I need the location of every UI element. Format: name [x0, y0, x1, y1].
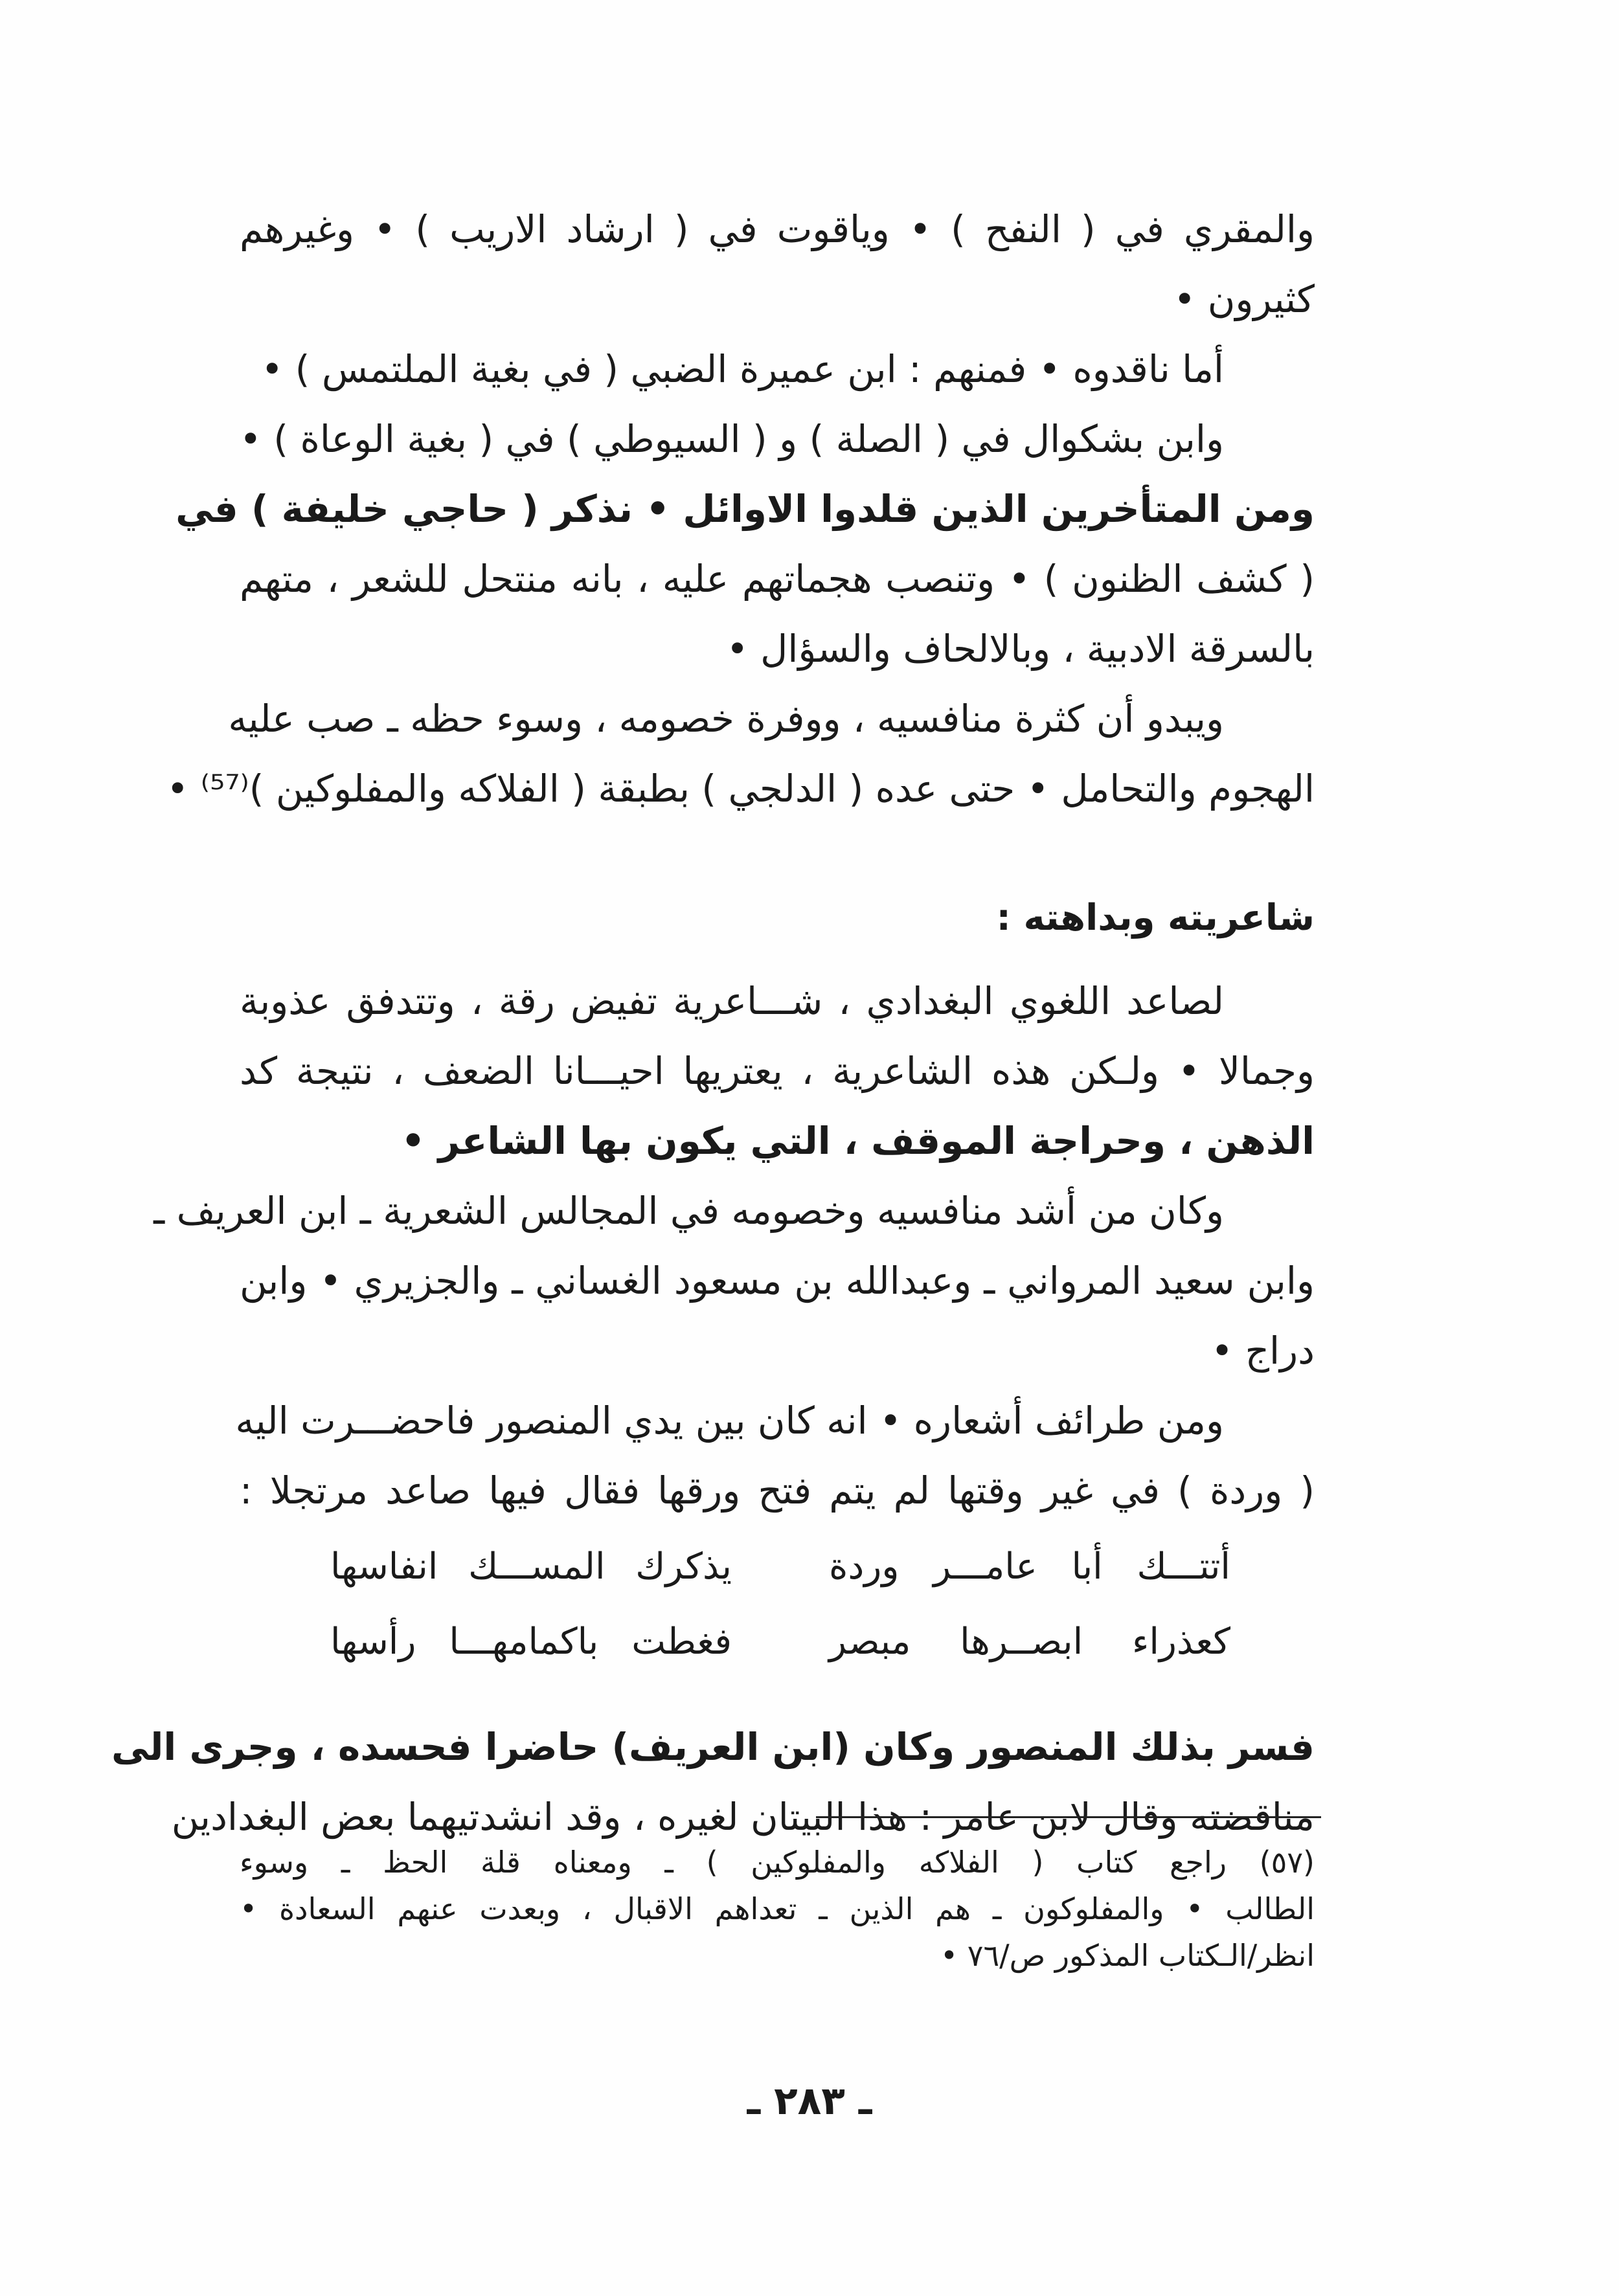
text-line: ومن المتأخرين الذين قلدوا الاوائل • نذكر ( حاجي خليفة ) في: [175, 487, 1315, 531]
text-line: فسر بذلك المنصور وكان (ابن العريف) حاضرا فحسده ، وجرى الى: [111, 1725, 1315, 1769]
text-line: وابن بشكوال في ( الصلة ) و ( السيوطي ) في ( بغية الوعاة ) •: [239, 417, 1224, 461]
section-heading: شاعريته وبداهته :: [996, 897, 1315, 939]
text-line: وكان من أشد منافسيه وخصومه في المجالس الشعرية ـ ابن العريف ـ: [153, 1189, 1224, 1233]
hemistich-gap: [732, 1529, 829, 1604]
text-line: الذهن ، وحراجة الموقف ، التي يكون بها الشاعر •: [401, 1119, 1315, 1163]
spacer: [240, 953, 1315, 966]
footnotes: [240, 1839, 1315, 1979]
poem-verses: [240, 1529, 1315, 1680]
footnote-line: الطالب • والمفلوكون ـ هم الذين ـ تعداهم الاقبال ، وبعدت عنهم السعادة •: [240, 1891, 1315, 1926]
text-line: دراج •: [1210, 1329, 1315, 1373]
hemistich-gap: [732, 1604, 829, 1680]
paragraph-group-critics: [166, 194, 1315, 824]
text-line: وابن سعيد المرواني ـ وعبدالله بن مسعود الغساني ـ والجزيري • وابن: [240, 1259, 1315, 1303]
paragraph-group-closing: [111, 1712, 1315, 1852]
text-line: أما ناقدوه • فمنهم : ابن عميرة الضبي ( في بغية الملتمس ) •: [261, 347, 1224, 391]
verse-first-hemistich: كعذراء ابصــرها مبصر: [829, 1621, 1230, 1663]
text-line: الهجوم والتحامل • حتى عده ( الدلجي ) بطبقة ( الفلاكه والمفلوكين )⁽⁵⁷⁾ •: [166, 767, 1315, 811]
verse-second-hemistich: فغطت باكمامهـــا رأسها: [330, 1621, 732, 1663]
paragraph-group-poetry: [153, 966, 1315, 1525]
text-line: وجمالا • ولـكن هذه الشاعرية ، يعتريها احيـــانا الضعف ، نتيجة كد: [240, 1049, 1315, 1093]
text-line: لصاعد اللغوي البغدادي ، شـــاعرية تفيض رقة ، وتتدفق عذوبة: [240, 979, 1224, 1023]
text-line: ويبدو أن كثرة منافسيه ، ووفرة خصومه ، وسوء حظه ـ صب عليه: [228, 697, 1224, 741]
verse-second-hemistich: يذكرك المســـك انفاسها: [330, 1546, 732, 1588]
text-line: ومن طرائف أشعاره • انه كان بين يدي المنصور فاحضـــرت اليه: [235, 1399, 1224, 1443]
footnote-line: (٥٧) راجع كتاب ( الفلاكه والمفلوكين ) ـ ومعناه قلة الحظ ـ وسوء: [240, 1845, 1315, 1880]
main-text: [111, 194, 1315, 1852]
page-number: ـ ٢٨٣ ـ: [747, 2078, 872, 2124]
verse-first-hemistich: أتتـــك أبا عامـــر وردة: [829, 1546, 1230, 1588]
text-line: مناقضته وقال لابن عامر : هذا البيتان لغيره ، وقد انشدتيهما بعض البغدادين: [171, 1795, 1315, 1839]
text-line: ( كشف الظنون ) • وتنصب هجماتهم عليه ، بانه منتحل للشعر ، متهم: [240, 557, 1315, 601]
verse-line: [240, 1529, 1315, 1604]
verse-line: [240, 1604, 1315, 1680]
text-line: ( وردة ) في غير وقتها لم يتم فتح ورقها فقال فيها صاعد مرتجلا :: [240, 1469, 1315, 1513]
text-line: والمقري في ( النفح ) • وياقوت في ( ارشاد الاريب ) • وغيرهم: [240, 207, 1315, 251]
footnote-line: انظر/الـكتاب المذكور ص/٧٦ •: [940, 1938, 1315, 1973]
footnote-separator: [816, 1816, 1321, 1818]
text-line: كثيرون •: [1173, 277, 1315, 321]
text-line: بالسرقة الادبية ، وبالالحاف والسؤال •: [726, 627, 1315, 671]
